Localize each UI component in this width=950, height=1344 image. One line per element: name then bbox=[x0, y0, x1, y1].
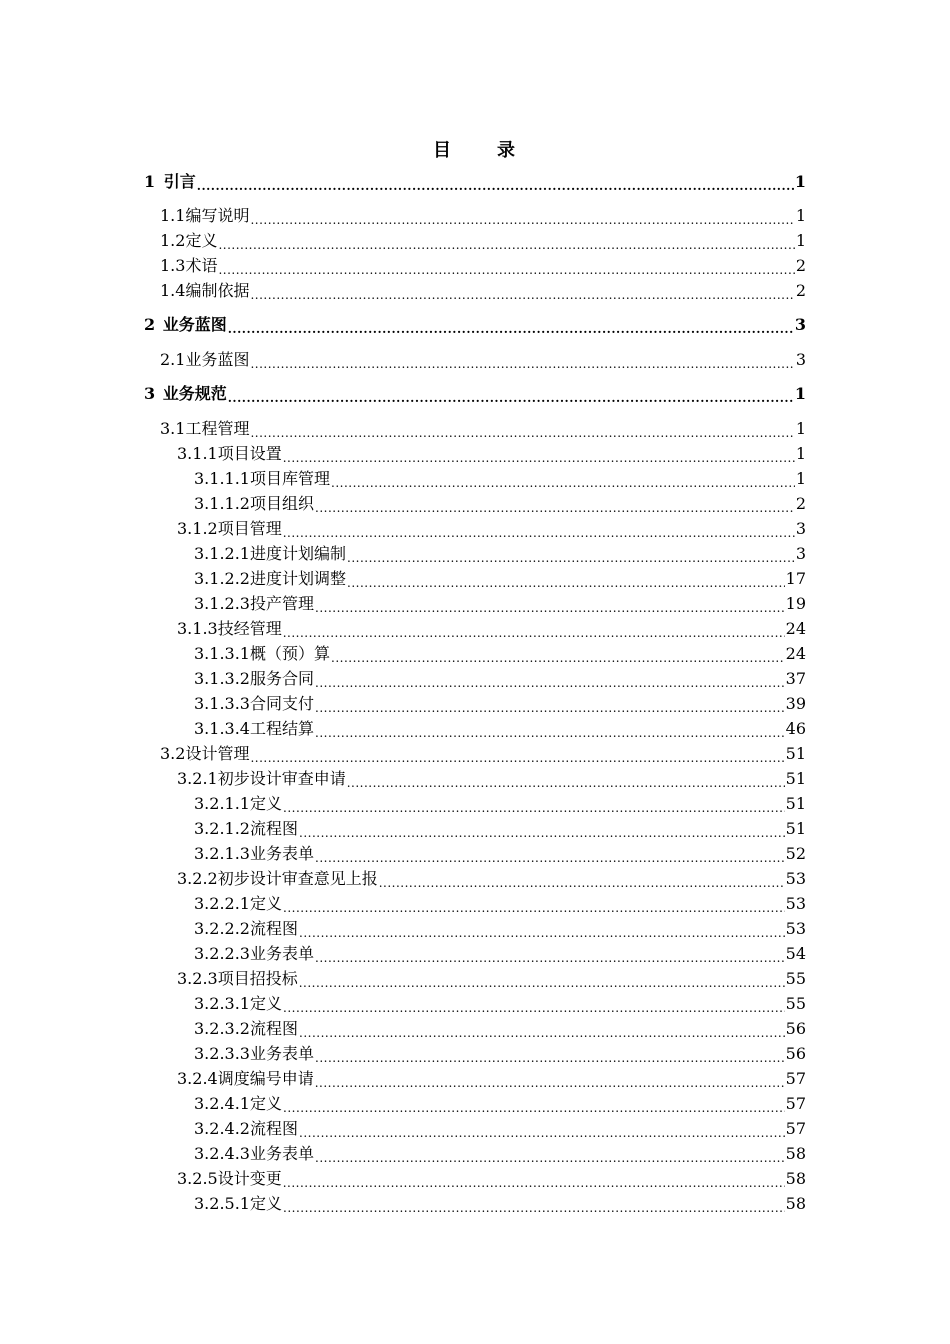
toc-entry-number: 3.2.4.2 bbox=[194, 1119, 250, 1138]
toc-entry-title: 业务表单 bbox=[249, 944, 314, 963]
toc-entry-number: 3.1.2.1 bbox=[194, 544, 250, 563]
toc-entry[interactable] bbox=[194, 667, 806, 691]
toc-entry-page: 53 bbox=[785, 869, 806, 888]
toc-entry-title: 合同支付 bbox=[249, 694, 314, 713]
toc-entry-title: 定义 bbox=[249, 794, 282, 813]
toc-entry[interactable] bbox=[144, 382, 806, 406]
toc-entry-page: 58 bbox=[785, 1194, 806, 1213]
toc-entry-title: 项目设置 bbox=[217, 444, 282, 463]
toc-dot-leader bbox=[250, 282, 794, 307]
toc-entry-page: 57 bbox=[785, 1094, 806, 1113]
toc-entry[interactable] bbox=[160, 742, 806, 766]
toc-entry-page: 37 bbox=[785, 669, 806, 688]
toc-entry-number: 3.2.4.3 bbox=[194, 1144, 250, 1163]
toc-entry-page: 2 bbox=[795, 494, 806, 513]
toc-entry-title: 业务表单 bbox=[249, 1044, 314, 1063]
toc-entry-title: 业务表单 bbox=[249, 844, 314, 863]
toc-entry-page: 1 bbox=[795, 419, 806, 438]
toc-entry-number: 1.2 bbox=[160, 231, 186, 250]
toc-entry-title: 进度计划编制 bbox=[249, 544, 346, 563]
toc-entry-page: 17 bbox=[785, 569, 806, 588]
toc-entry[interactable] bbox=[177, 967, 806, 991]
toc-entry-page: 53 bbox=[785, 919, 806, 938]
toc-entry[interactable] bbox=[160, 254, 806, 278]
toc-entry[interactable] bbox=[160, 348, 806, 372]
toc-entry[interactable] bbox=[177, 1067, 806, 1091]
toc-title-left: 目 bbox=[433, 140, 453, 161]
toc-entry[interactable] bbox=[177, 442, 806, 466]
toc-entry-page: 39 bbox=[785, 694, 806, 713]
toc-entry-title: 定义 bbox=[249, 1094, 282, 1113]
toc-entry-number: 3.2.5.1 bbox=[194, 1194, 250, 1213]
toc-entry[interactable] bbox=[144, 313, 806, 337]
toc-entry-page: 2 bbox=[795, 281, 806, 300]
toc-entry[interactable] bbox=[160, 229, 806, 253]
toc-entry-number: 3.2.1.2 bbox=[194, 819, 250, 838]
toc-entry-number: 1.1 bbox=[160, 206, 186, 225]
toc-entry-page: 55 bbox=[785, 994, 806, 1013]
toc-entry-number: 3.1.2.3 bbox=[194, 594, 250, 613]
toc-entry-title: 服务合同 bbox=[249, 669, 314, 688]
toc-entry-title: 调度编号申请 bbox=[217, 1069, 314, 1088]
toc-entry-number: 3.2.1.1 bbox=[194, 794, 250, 813]
toc-entry-title: 设计变更 bbox=[217, 1169, 282, 1188]
toc-entry-page: 1 bbox=[795, 469, 806, 488]
toc-entry-page: 56 bbox=[785, 1044, 806, 1063]
toc-entry-page: 1 bbox=[794, 384, 806, 403]
toc-entry-page: 3 bbox=[795, 519, 806, 538]
toc-entry[interactable] bbox=[177, 517, 806, 541]
toc-entry-page: 24 bbox=[785, 619, 806, 638]
toc-entry-page: 51 bbox=[785, 769, 806, 788]
toc-entry-page: 56 bbox=[785, 1019, 806, 1038]
toc-entry-title: 项目管理 bbox=[217, 519, 282, 538]
toc-dot-leader bbox=[228, 316, 794, 341]
toc-entry-number: 3.2.3 bbox=[177, 969, 218, 988]
toc-entry-page: 51 bbox=[785, 794, 806, 813]
toc-entry[interactable] bbox=[160, 204, 806, 228]
toc-entry-number: 3.2.3.2 bbox=[194, 1019, 250, 1038]
toc-entry-title: 技经管理 bbox=[217, 619, 282, 638]
toc-entry-number: 3.1.1.2 bbox=[194, 494, 250, 513]
toc-entry[interactable] bbox=[194, 642, 806, 666]
toc-entry-number: 3.1.1.1 bbox=[194, 469, 250, 488]
toc-title bbox=[0, 136, 950, 162]
toc-entry-title: 定义 bbox=[249, 994, 282, 1013]
toc-entry-number: 2 bbox=[144, 315, 156, 334]
toc-entry-number: 3.1.2.2 bbox=[194, 569, 250, 588]
toc-entry-page: 19 bbox=[785, 594, 806, 613]
toc-entry-number: 3.2.5 bbox=[177, 1169, 218, 1188]
toc-entry-page: 1 bbox=[795, 206, 806, 225]
toc-entry[interactable] bbox=[177, 617, 806, 641]
toc-entry[interactable] bbox=[160, 279, 806, 303]
toc-entry-number: 3.1.3.3 bbox=[194, 694, 250, 713]
toc-entry-number: 3.2.1 bbox=[177, 769, 218, 788]
toc-entry-title: 引言 bbox=[163, 172, 196, 191]
toc-entry-number: 3.2.1.3 bbox=[194, 844, 250, 863]
toc-entry-title: 编写说明 bbox=[185, 206, 250, 225]
toc-entry-title: 投产管理 bbox=[249, 594, 314, 613]
toc-entry[interactable] bbox=[194, 942, 806, 966]
toc-entry-page: 1 bbox=[795, 231, 806, 250]
toc-entry-number: 3.2.2.3 bbox=[194, 944, 250, 963]
toc-entry-page: 57 bbox=[785, 1119, 806, 1138]
toc-entry-title: 流程图 bbox=[249, 819, 298, 838]
toc-entry[interactable] bbox=[194, 1142, 806, 1166]
toc-entry[interactable] bbox=[194, 717, 806, 741]
toc-entry-number: 3.1 bbox=[160, 419, 186, 438]
toc-title-right: 录 bbox=[497, 140, 517, 161]
toc-entry-title: 设计管理 bbox=[185, 744, 250, 763]
toc-entry-title: 编制依据 bbox=[185, 281, 250, 300]
toc-entry-number: 3.2.2.1 bbox=[194, 894, 250, 913]
toc-entry[interactable] bbox=[160, 417, 806, 441]
toc-entry[interactable] bbox=[194, 1192, 806, 1216]
toc-entry-title: 概（预）算 bbox=[249, 644, 330, 663]
toc-entry-number: 3.2.3.3 bbox=[194, 1044, 250, 1063]
toc-entry-title: 业务规范 bbox=[162, 384, 227, 403]
toc-entry-number: 3.1.1 bbox=[177, 444, 218, 463]
toc-entry[interactable] bbox=[194, 817, 806, 841]
toc-entry-number: 3.1.3 bbox=[177, 619, 218, 638]
toc-entry-page: 2 bbox=[795, 256, 806, 275]
toc-entry[interactable] bbox=[194, 467, 806, 491]
toc-entry-number: 3.2.4 bbox=[177, 1069, 218, 1088]
toc-entry-page: 51 bbox=[785, 744, 806, 763]
toc-entry-page: 51 bbox=[785, 819, 806, 838]
toc-entry[interactable] bbox=[194, 992, 806, 1016]
toc-entry-number: 3.1.3.4 bbox=[194, 719, 250, 738]
toc-entry-title: 业务表单 bbox=[249, 1144, 314, 1163]
toc-entry-number: 3.1.3.2 bbox=[194, 669, 250, 688]
toc-entry[interactable] bbox=[177, 767, 806, 791]
toc-entry-page: 55 bbox=[785, 969, 806, 988]
toc-entry-page: 52 bbox=[785, 844, 806, 863]
toc-dot-leader bbox=[197, 173, 794, 198]
toc-entry[interactable] bbox=[194, 492, 806, 516]
toc-entry-title: 工程结算 bbox=[249, 719, 314, 738]
toc-entry-number: 1.3 bbox=[160, 256, 186, 275]
toc-entry-number: 2.1 bbox=[160, 350, 186, 369]
toc-entry[interactable] bbox=[177, 1167, 806, 1191]
toc-entry-number: 3.2.2 bbox=[177, 869, 218, 888]
toc-entry-page: 3 bbox=[795, 544, 806, 563]
toc-entry-title: 流程图 bbox=[249, 1119, 298, 1138]
toc-entry[interactable] bbox=[194, 842, 806, 866]
toc-entry[interactable] bbox=[194, 542, 806, 566]
toc-entry-title: 工程管理 bbox=[185, 419, 250, 438]
toc-entry-number: 3.2 bbox=[160, 744, 186, 763]
toc-entry[interactable] bbox=[194, 792, 806, 816]
toc-entry[interactable] bbox=[194, 1017, 806, 1041]
toc-entry-title: 定义 bbox=[249, 894, 282, 913]
toc-entry-title: 定义 bbox=[185, 231, 218, 250]
toc-entry-number: 3.2.3.1 bbox=[194, 994, 250, 1013]
toc-entry[interactable] bbox=[194, 1092, 806, 1116]
toc-entry-title: 流程图 bbox=[249, 1019, 298, 1038]
toc-entry-title: 业务蓝图 bbox=[185, 350, 250, 369]
toc-entry-number: 3.1.2 bbox=[177, 519, 218, 538]
toc-entry-page: 46 bbox=[785, 719, 806, 738]
toc-entry-page: 1 bbox=[795, 444, 806, 463]
toc-dot-leader bbox=[228, 385, 794, 410]
toc-entry-title: 项目组织 bbox=[249, 494, 314, 513]
toc-entry-title: 术语 bbox=[185, 256, 218, 275]
toc-entry[interactable] bbox=[194, 692, 806, 716]
toc-entry-page: 3 bbox=[794, 315, 806, 334]
toc-entry-title: 项目招投标 bbox=[217, 969, 298, 988]
toc-entry[interactable] bbox=[194, 592, 806, 616]
toc-entry[interactable] bbox=[177, 867, 806, 891]
toc-entry[interactable] bbox=[194, 1117, 806, 1141]
toc-entry-page: 57 bbox=[785, 1069, 806, 1088]
toc-entry-page: 1 bbox=[794, 172, 806, 191]
toc-entry-page: 58 bbox=[785, 1144, 806, 1163]
toc-entry-title: 初步设计审查申请 bbox=[217, 769, 346, 788]
toc-entry[interactable] bbox=[144, 170, 806, 194]
toc-entry-page: 54 bbox=[785, 944, 806, 963]
toc-entry-title: 项目库管理 bbox=[249, 469, 330, 488]
toc-entry-number: 3 bbox=[144, 384, 156, 403]
toc-entry-number: 3.2.2.2 bbox=[194, 919, 250, 938]
toc-entry-number: 1.4 bbox=[160, 281, 186, 300]
toc-entry-title: 流程图 bbox=[249, 919, 298, 938]
toc-entry-page: 53 bbox=[785, 894, 806, 913]
toc-entry-number: 3.1.3.1 bbox=[194, 644, 250, 663]
toc-entry[interactable] bbox=[194, 917, 806, 941]
toc-entry-title: 初步设计审查意见上报 bbox=[217, 869, 378, 888]
toc-entry-number: 1 bbox=[144, 172, 156, 191]
toc-entry-page: 58 bbox=[785, 1169, 806, 1188]
toc-entry-title: 业务蓝图 bbox=[162, 315, 227, 334]
toc-entry-title: 定义 bbox=[249, 1194, 282, 1213]
toc-entry[interactable] bbox=[194, 892, 806, 916]
toc-entry-title: 进度计划调整 bbox=[249, 569, 346, 588]
toc-entry-page: 24 bbox=[785, 644, 806, 663]
toc-dot-leader bbox=[283, 1195, 785, 1220]
toc-entry[interactable] bbox=[194, 567, 806, 591]
toc-entry-number: 3.2.4.1 bbox=[194, 1094, 250, 1113]
toc-entry-page: 3 bbox=[795, 350, 806, 369]
toc-entry[interactable] bbox=[194, 1042, 806, 1066]
toc-dot-leader bbox=[250, 351, 794, 376]
